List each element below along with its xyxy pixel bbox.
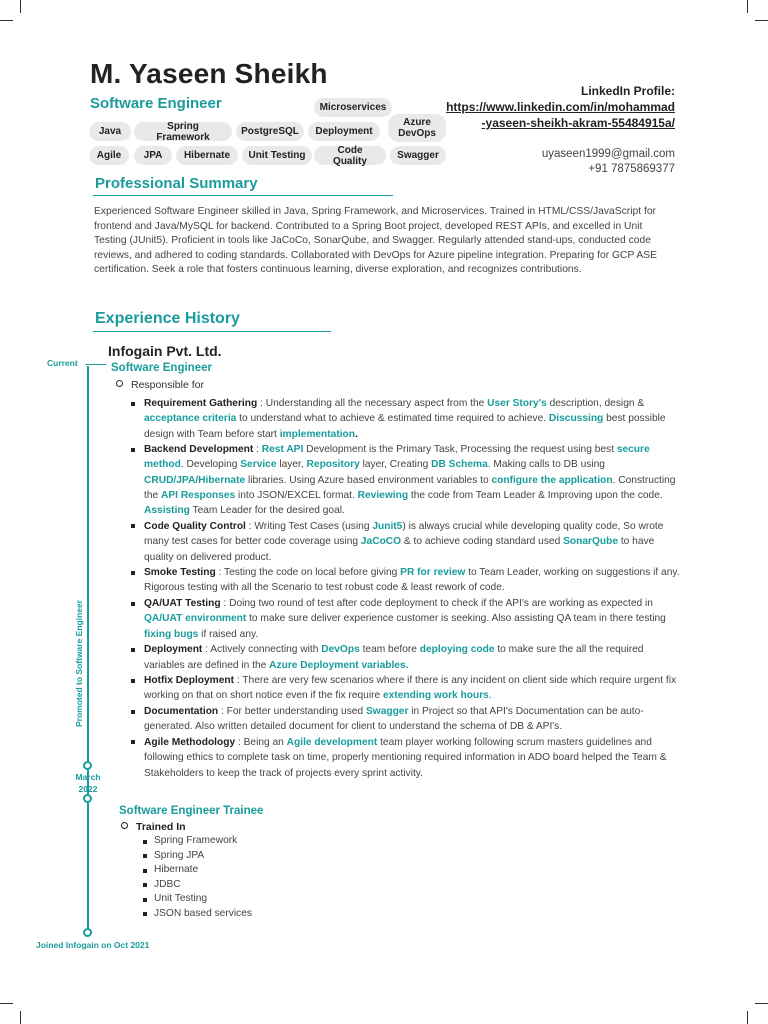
list-item: Unit Testing bbox=[143, 892, 252, 907]
experience-heading: Experience History bbox=[95, 310, 240, 327]
timeline-line bbox=[87, 366, 89, 932]
list-item: Hotfix Deployment : There are very few scenarios where if there is any incident on client side which require urgent fix working on that on short notice even if the fix require extending work hours. bbox=[130, 673, 680, 704]
list-item: Code Quality Control : Writing Test Cases (using Junit5) is always crucial while developing quality code, So wrote many test cases for better code coverage using JaCoCO & to achieve coding standard used SonarQube to have quality on delivered product. bbox=[130, 519, 680, 565]
skill-pill: Hibernate bbox=[176, 146, 238, 165]
list-item: JSON based services bbox=[143, 907, 252, 922]
timeline-current-tick bbox=[86, 364, 106, 365]
company-name: Infogain Pvt. Ltd. bbox=[108, 343, 222, 359]
email-address: uyaseen1999@gmail.com bbox=[541, 148, 675, 160]
list-item: Deployment : Actively connecting with DevOps team before deploying code to make sure the all the required variables are defined in the Azure Deployment variables. bbox=[130, 642, 680, 673]
skill-pill: Code Quality bbox=[314, 146, 386, 165]
phone-number: +91 7875869377 bbox=[588, 163, 675, 175]
list-item: QA/UAT Testing : Doing two round of test after code deployment to check if the API's are working as expected in QA/UAT environment to make sure deliver experience customer is seeking. Also assisting QA team in there testing fixing bugs if raised any. bbox=[130, 596, 680, 642]
skill-pill: Spring Framework bbox=[134, 122, 232, 141]
skill-pill: Swagger bbox=[390, 146, 446, 165]
candidate-role: Software Engineer bbox=[90, 95, 222, 112]
job-title-current: Software Engineer bbox=[111, 362, 212, 374]
linkedin-label: LinkedIn Profile: bbox=[580, 84, 675, 98]
trained-list bbox=[143, 834, 252, 921]
candidate-name: M. Yaseen Sheikh bbox=[90, 58, 328, 89]
timeline-current-label: Current bbox=[47, 358, 78, 368]
summary-heading: Professional Summary bbox=[95, 175, 258, 192]
timeline-year-label: 2022 bbox=[78, 784, 98, 794]
skill-pill: Microservices bbox=[314, 98, 392, 117]
timeline-dot bbox=[83, 928, 92, 937]
list-item: Requirement Gathering : Understanding all the necessary aspect from the User Story's description, design & acceptance criteria to understand what to achieve & estimated time required to achieve. Discussing best possible design with Team before start implementation. bbox=[130, 396, 680, 442]
timeline-joined-label: Joined Infogain on Oct 2021 bbox=[36, 940, 150, 950]
job-title-trainee: Software Engineer Trainee bbox=[119, 805, 264, 817]
list-item: Smoke Testing : Testing the code on local before giving PR for review to Team Leader, working on suggestions if any. Rigorous testing with all the Scenario to test robust code & least rework of code. bbox=[130, 565, 680, 596]
skill-pill: JPA bbox=[134, 146, 172, 165]
skill-pill: Agile bbox=[89, 146, 129, 165]
list-item: JDBC bbox=[143, 878, 252, 893]
trained-in-label: Trained In bbox=[121, 821, 186, 833]
list-item: Hibernate bbox=[143, 863, 252, 878]
summary-text: Experienced Software Engineer skilled in Java, Spring Framework, and Microservices. Trained in HTML/CSS/JavaScript for frontend and Java/MySQL for backend. Contributed to a Spring Boot project, developed REST APIs, and excelled in Unit Testing (JUnit5). Proficient in tools like JaCoCo, SonarQube, and Swagger. Regularly attended stand-ups, conducted code reviews, and adhered to coding standards. Collaborated with DevOps for Azure pipeline integration. Preparing for GCP ASE certification. Seek a role that fosters continuous learning, diverse exploration, and recognizes contributions. bbox=[94, 206, 658, 276]
timeline-dot bbox=[83, 761, 92, 770]
skill-pill: Java bbox=[89, 122, 131, 141]
skill-pill: Unit Testing bbox=[242, 146, 312, 165]
skill-pill: Azure DevOps bbox=[388, 114, 446, 142]
list-item: Spring Framework bbox=[143, 834, 252, 849]
timeline-march-label: March bbox=[75, 772, 101, 782]
linkedin-link-continued[interactable]: -yaseen-sheikh-akram-55484915a/ bbox=[481, 116, 675, 130]
skill-pill: PostgreSQL bbox=[236, 122, 304, 141]
linkedin-link[interactable]: https://www.linkedin.com/in/mohammad bbox=[446, 100, 675, 114]
responsibilities-list bbox=[130, 396, 680, 781]
timeline-promoted-label: Promoted to Software Engineer bbox=[74, 599, 84, 727]
list-item: Spring JPA bbox=[143, 849, 252, 864]
summary-divider bbox=[93, 195, 393, 196]
list-item: Backend Development : Rest API Development is the Primary Task, Processing the request using best secure method. Developing Service layer, Repository layer, Creating DB Schema. Making calls to DB using CRUD/JPA/Hibernate libraries. Using Azure based environment variables to configure the application. Constructing the API Responses into JSON/EXCEL format. Reviewing the code from Team Leader & Improving upon the code. Assisting Team Leader for the desired goal. bbox=[130, 442, 680, 518]
list-item: Agile Methodology : Being an Agile development team player working following scrum masters guidelines and following ethics to complete task on time, properly mentioning required information in ADO board helped the Team & Stakeholders to keep the track of projects every sprint activity. bbox=[130, 735, 680, 781]
skill-pill: Deployment bbox=[308, 122, 380, 141]
experience-divider bbox=[93, 331, 331, 332]
responsibilities-label: Responsible for bbox=[116, 379, 204, 391]
list-item: Documentation : For better understanding used Swagger in Project so that API's Documentation can be auto-generated. Also written detailed document for client to understand the schema of DB & API's. bbox=[130, 704, 680, 735]
timeline-dot bbox=[83, 794, 92, 803]
